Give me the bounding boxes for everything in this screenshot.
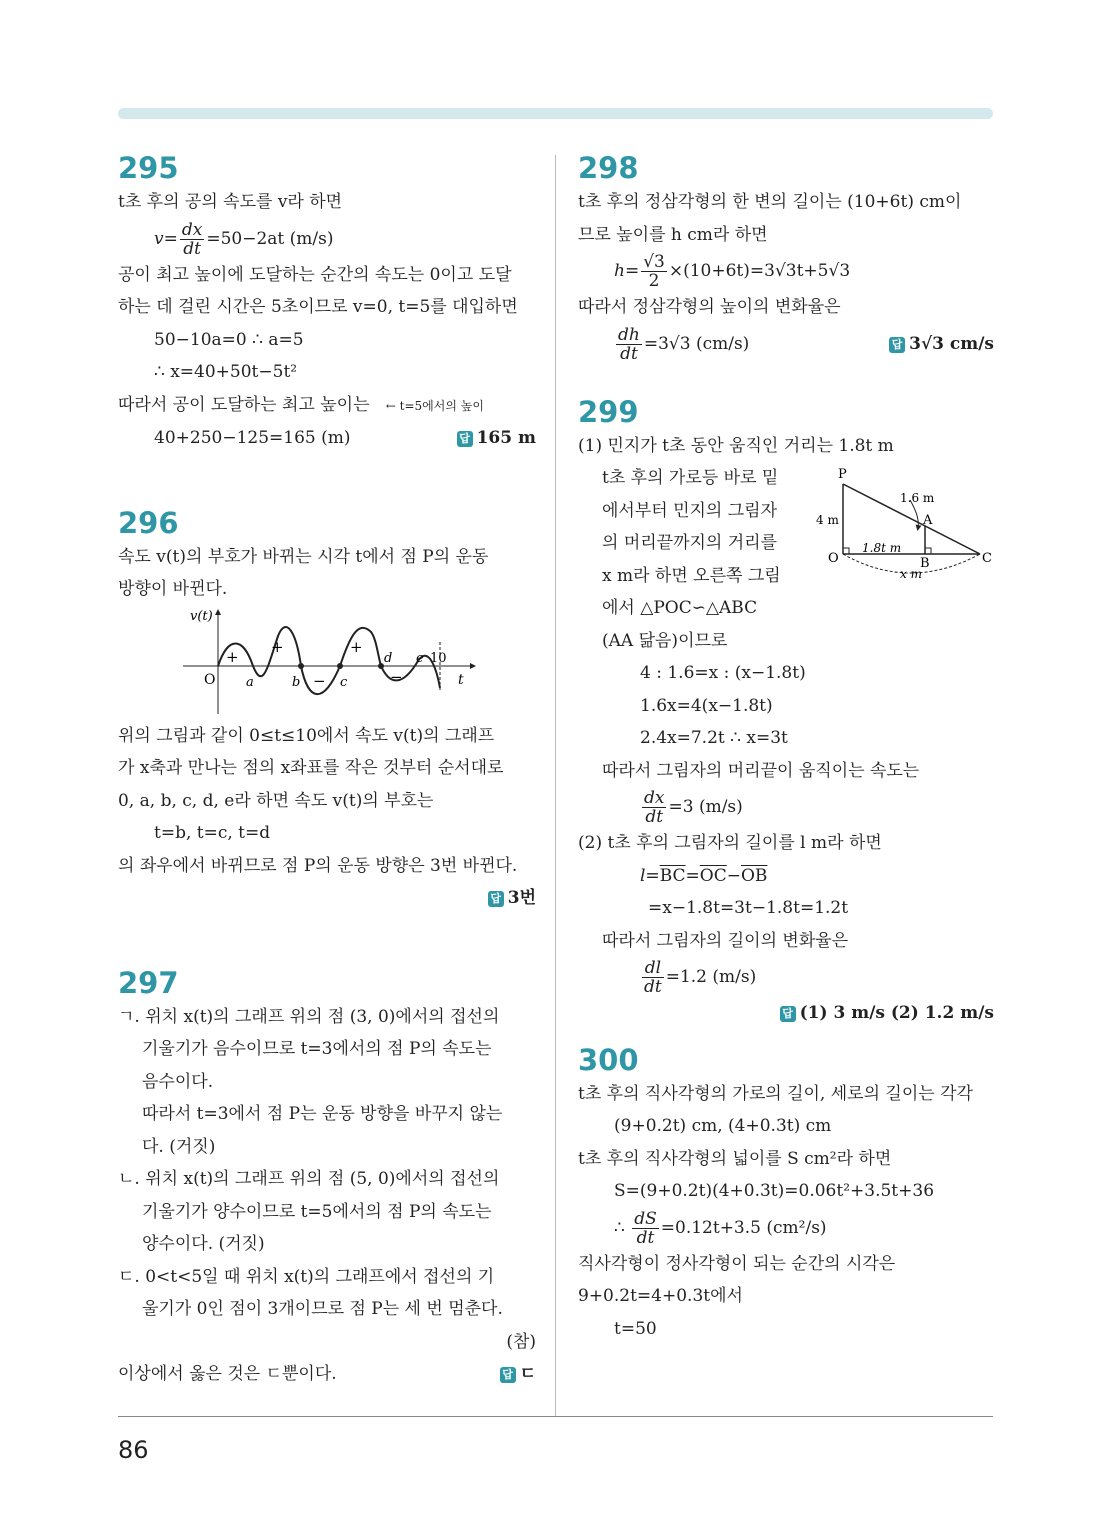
text-line: 양수이다. (거짓): [142, 1234, 265, 1254]
formula-line: 50−10a=0 ∴ a=5: [154, 329, 304, 350]
answer-line: [118, 882, 536, 915]
text-line: 위의 그림과 같이 0≤t≤10에서 속도 v(t)의 그래프: [118, 725, 495, 746]
svg-text:P: P: [838, 467, 847, 482]
text-line: 기울기가 양수이므로 t=5에서의 점 P의 속도는: [142, 1201, 492, 1222]
page-number: 86: [118, 1436, 149, 1464]
formula-line: ∴ x=40+50t−5t²: [154, 362, 298, 382]
svg-text:+: +: [271, 637, 284, 656]
text-line: 9+0.2t=4+0.3t에서: [578, 1286, 743, 1306]
svg-text:+: +: [350, 637, 363, 656]
y-axis-label: v(t): [190, 608, 213, 624]
text-line: 직사각형이 정사각형이 되는 순간의 시각은: [578, 1253, 896, 1274]
text-with-figure: [578, 462, 994, 657]
text-line: (1) 민지가 t초 동안 움직인 거리는 1.8t m: [578, 435, 894, 456]
text-line: 공이 최고 높이에 도달하는 순간의 속도는 0이고 도달: [118, 264, 512, 285]
answer-badge: 답: [488, 891, 504, 907]
formula-line: t=b, t=c, t=d: [154, 823, 271, 843]
text-line: 따라서 정삼각형의 높이의 변화율은: [578, 297, 841, 317]
answer-297: 답 ㄷ: [500, 1358, 536, 1391]
answer-badge: 답: [457, 431, 473, 447]
text-line: t초 후의 정삼각형의 한 변의 길이는 (10+6t) cm이: [578, 192, 962, 212]
text-line: 방향이 바뀐다.: [118, 579, 228, 599]
formula-line: $\frac{dh}{dt}$ =3√3 (cm/s) 답 3√3 cm/s: [618, 324, 994, 364]
formula-line: 4 : 1.6=x : (x−1.8t): [640, 663, 806, 683]
right-column: [578, 150, 994, 1345]
side-note: ← t=5에서의 높이: [385, 398, 484, 413]
text-line: 따라서 그림자의 머리끝이 움직이는 속도는: [602, 760, 920, 781]
text-line: 하는 데 걸린 시간은 5초이므로 v=0, t=5를 대입하면: [118, 297, 518, 317]
answer-295: 답 165 m: [457, 422, 536, 455]
text-line: 0, a, b, c, d, e라 하면 속도 v(t)의 부호는: [118, 790, 434, 811]
text-line: 의 머리끝까지의 거리를: [602, 533, 778, 553]
text-line: t초 후의 가로등 바로 밑: [602, 468, 779, 488]
svg-text:4 m: 4 m: [816, 513, 839, 527]
problem-number-297: 297: [118, 965, 179, 1000]
answer-299: 답 (1) 3 m/s (2) 1.2 m/s: [780, 997, 994, 1030]
formula-line: (9+0.2t) cm, (4+0.3t) cm: [614, 1116, 832, 1136]
origin-label: O: [204, 671, 216, 688]
text-line: t초 후의 직사각형의 가로의 길이, 세로의 길이는 각각: [578, 1083, 973, 1104]
footer-rule: [118, 1416, 993, 1417]
text-line: 가 x축과 만나는 점의 x좌표를 작은 것부터 순서대로: [118, 758, 504, 778]
svg-text:a: a: [246, 674, 254, 690]
formula-line: $\frac{dx}{dt}$ =3 (m/s): [644, 788, 743, 827]
text-line: 에서 △POC∽△ABC: [602, 598, 758, 618]
problem-number-299: 299: [578, 394, 639, 429]
svg-text:+: +: [226, 647, 239, 666]
formula-line: 40+250−125=165 (m) 답 165 m: [118, 422, 536, 455]
text-line: t초 후의 공의 속도를 v라 하면: [118, 192, 343, 212]
problem-number-295: 295: [118, 151, 179, 185]
text-line: 므로 높이를 h cm라 하면: [578, 224, 768, 245]
problem-number-300: 300: [578, 1042, 639, 1077]
svg-text:d: d: [384, 650, 393, 666]
svg-text:1.6 m: 1.6 m: [900, 491, 935, 505]
text-line: (참): [506, 1331, 536, 1352]
formula-line: =x−1.8t=3t−1.8t=1.2t: [648, 898, 849, 918]
text-line: 속도 v(t)의 부호가 바뀌는 시각 t에서 점 P의 운동: [118, 546, 489, 567]
sign-change-point: [298, 663, 304, 669]
svg-text:10: 10: [430, 650, 447, 666]
sign-change-point: [337, 663, 343, 669]
formula-line: t=50: [614, 1318, 657, 1339]
text-line: ㄷ. 0<t<5일 때 위치 x(t)의 그래프에서 접선의 기: [118, 1266, 495, 1287]
svg-text:x m: x m: [900, 567, 922, 581]
text-line: ㄴ. 위치 x(t)의 그래프 위의 점 (5, 0)에서의 접선의: [118, 1169, 500, 1189]
formula-line: $\frac{dl}{dt}$ =1.2 (m/s): [644, 958, 757, 997]
velocity-graph: [118, 606, 536, 716]
text-line: 따라서 공이 도달하는 최고 높이는 ← t=5에서의 높이: [118, 394, 484, 415]
svg-text:b: b: [292, 674, 301, 690]
text-line: (AA 닮음)이므로: [602, 630, 728, 651]
text-line: x m라 하면 오른쪽 그림: [602, 565, 781, 586]
svg-text:O: O: [828, 551, 839, 566]
streetlight-figure: [810, 462, 995, 587]
answer-badge: 답: [500, 1367, 516, 1383]
header-bar: [118, 108, 993, 119]
text-line: 에서부터 민지의 그림자: [602, 500, 778, 521]
text-line: 의 좌우에서 바뀌므로 점 P의 운동 방향은 3번 바뀐다.: [118, 855, 518, 876]
text-line: 다. (거짓): [142, 1136, 216, 1157]
formula-line: $l=\overline{BC}=\overline{OC}-\overline{OB}$: [640, 865, 768, 886]
text-line: (2) t초 후의 그림자의 길이를 l m라 하면: [578, 833, 882, 853]
formula-line: S=(9+0.2t)(4+0.3t)=0.06t²+3.5t+36: [614, 1181, 935, 1201]
text-line: 따라서 그림자의 길이의 변화율은: [602, 930, 849, 951]
formula-line: 1.6x=4(x−1.8t): [640, 695, 773, 716]
text-line: 기울기가 음수이므로 t=3에서의 점 P의 속도는: [142, 1039, 492, 1059]
answer-296: 답 3번: [488, 882, 536, 915]
svg-text:−: −: [390, 667, 403, 686]
formula-line: v= $\frac{dx}{dt}$ =50−2at (m/s): [154, 219, 334, 259]
answer-line: [578, 997, 994, 1030]
text-line: ㄱ. 위치 x(t)의 그래프 위의 점 (3, 0)에서의 접선의: [118, 1006, 500, 1027]
problem-number-296: 296: [118, 505, 179, 540]
column-divider: [555, 155, 556, 1417]
text-line: t초 후의 직사각형의 넓이를 S cm²라 하면: [578, 1148, 892, 1169]
svg-text:B: B: [920, 556, 930, 571]
x-axis-label: t: [458, 671, 464, 688]
svg-text:−: −: [313, 671, 326, 690]
svg-text:c: c: [340, 674, 348, 690]
svg-text:e: e: [416, 650, 424, 666]
formula-line: h= $\frac{√3}{2}$ ×(10+6t)=3√3t+5√3: [614, 252, 851, 291]
answer-badge: 답: [889, 337, 905, 353]
text-line: 울기가 0인 점이 3개이므로 점 P는 세 번 멈춘다.: [142, 1299, 503, 1319]
answer-298: 답 3√3 cm/s: [889, 324, 994, 364]
svg-text:A: A: [923, 513, 933, 528]
svg-text:1.8t m: 1.8t m: [862, 541, 902, 555]
text-line: 음수이다.: [142, 1071, 214, 1092]
answer-badge: 답: [780, 1006, 796, 1022]
left-column: [118, 150, 536, 1391]
formula-line: ∴ $\frac{dS}{dt}$ =0.12t+3.5 (cm²/s): [614, 1208, 827, 1248]
text-line: 이상에서 옳은 것은 ㄷ뿐이다. 답 ㄷ: [118, 1358, 536, 1391]
problem-number-298: 298: [578, 151, 639, 185]
svg-text:C: C: [982, 551, 992, 566]
text-line: 따라서 t=3에서 점 P는 운동 방향을 바꾸지 않는: [142, 1104, 503, 1124]
formula-line: 2.4x=7.2t ∴ x=3t: [640, 728, 788, 748]
